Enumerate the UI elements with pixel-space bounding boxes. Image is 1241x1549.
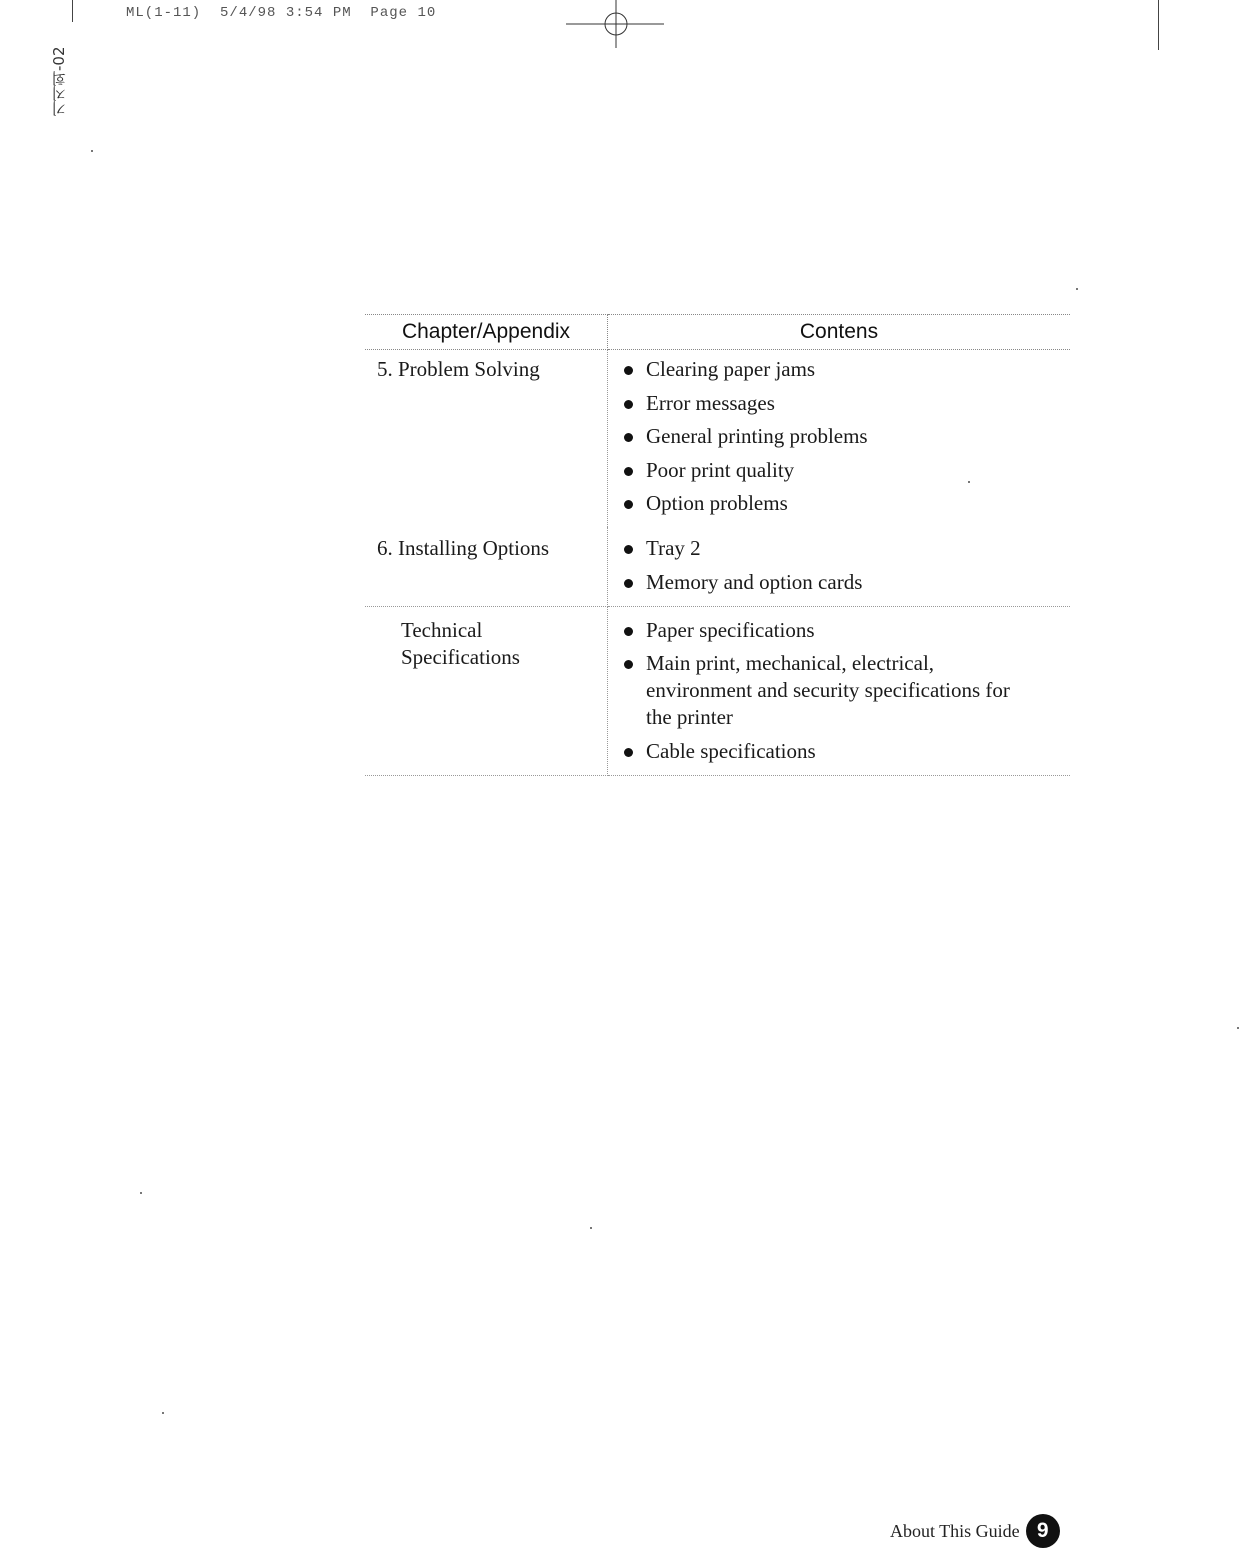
scan-speck — [162, 1412, 164, 1414]
contents-cell — [608, 350, 1071, 528]
table-row — [365, 527, 1070, 606]
page-footer — [890, 1514, 1060, 1548]
list-item: Cable specifications — [622, 738, 1070, 765]
footer-section-title: About This Guide — [890, 1520, 1020, 1541]
scan-speck — [1237, 1027, 1239, 1029]
contents-list — [622, 535, 1070, 596]
contents-cell — [608, 606, 1071, 775]
column-header-chapter: Chapter/Appendix — [365, 315, 608, 350]
contents-cell — [608, 527, 1071, 606]
list-item: Poor print quality — [622, 457, 1070, 484]
contents-list — [622, 356, 1070, 517]
list-item: Main print, mechanical, electrical, environment and security specifications for the printer — [622, 650, 1070, 731]
table-row — [365, 350, 1070, 528]
side-label: 기지회-02 — [50, 46, 68, 116]
table-row — [365, 606, 1070, 775]
list-item: Option problems — [622, 490, 1070, 517]
list-item: General printing problems — [622, 423, 1070, 450]
contents-table — [365, 314, 1070, 776]
contents-list — [622, 617, 1070, 765]
crop-mark-left — [72, 0, 73, 22]
chapter-cell: 5. Problem Solving — [365, 350, 608, 528]
list-item: Memory and option cards — [622, 569, 1070, 596]
chapter-cell — [365, 606, 608, 775]
list-item: Clearing paper jams — [622, 356, 1070, 383]
column-header-contents: Contens — [608, 315, 1071, 350]
chapter-label-line: Specifications — [401, 644, 520, 669]
scan-speck — [1076, 288, 1078, 290]
chapter-cell: 6. Installing Options — [365, 527, 608, 606]
crop-mark-right — [1158, 0, 1159, 50]
list-item: Tray 2 — [622, 535, 1070, 562]
registration-mark-icon — [566, 0, 666, 48]
print-slug: ML(1-11) 5/4/98 3:54 PM Page 10 — [126, 5, 437, 21]
table-header-row — [365, 315, 1070, 350]
list-item: Error messages — [622, 390, 1070, 417]
chapter-label-line: Technical — [401, 617, 483, 642]
scan-speck — [91, 150, 93, 152]
scan-speck — [590, 1227, 592, 1229]
page-number-badge: 9 — [1026, 1514, 1060, 1548]
scan-speck — [140, 1192, 142, 1194]
list-item: Paper specifications — [622, 617, 1070, 644]
